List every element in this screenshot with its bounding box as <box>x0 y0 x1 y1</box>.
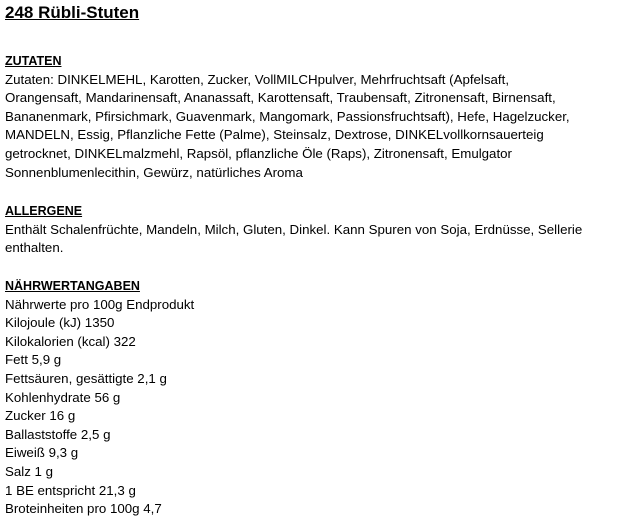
heading-zutaten: ZUTATEN <box>5 54 62 68</box>
naehrwert-row: Kilokalorien (kcal) 322 <box>5 333 136 349</box>
zutaten-line: Zutaten: DINKELMEHL, Karotten, Zucker, VollMILCHpulver, Mehrfruchtsaft (Apfelsaft, <box>5 71 510 87</box>
heading-allergene: ALLERGENE <box>5 204 83 218</box>
section-naehrwerte <box>5 277 615 519</box>
naehrwert-row: Nährwerte pro 100g Endprodukt <box>5 296 195 312</box>
heading-naehrwerte: NÄHRWERTANGABEN <box>5 279 140 293</box>
zutaten-line: Orangensaft, Mandarinensaft, Ananassaft, Karottensaft, Traubensaft, Zitronensaft, Birnensaft, <box>5 90 556 106</box>
zutaten-line: Bananenmark, Pfirsichmark, Guavenmark, Mangomark, Passionsfruchtsaft), Hefe, Hagelzucker, <box>5 108 570 124</box>
product-title: 248 Rübli-Stuten <box>5 3 140 22</box>
product-sheet <box>5 2 615 517</box>
naehrwert-row: Fettsäuren, gesättigte 2,1 g <box>5 370 167 386</box>
naehrwerte-list <box>5 296 615 519</box>
naehrwert-row: Fett 5,9 g <box>5 352 62 368</box>
naehrwert-row: Kilojoule (kJ) 1350 <box>5 315 115 331</box>
naehrwert-row: Broteinheiten pro 100g 4,7 <box>5 501 162 517</box>
section-zutaten <box>5 52 615 182</box>
zutaten-line: getrocknet, DINKELmalzmehl, Rapsöl, pflanzliche Öle (Raps), Zitronensaft, Emulgator <box>5 145 512 161</box>
allergene-line: Enthält Schalenfrüchte, Mandeln, Milch, Gluten, Dinkel. Kann Spuren von Soja, Erdnüsse, Sellerie <box>5 221 583 237</box>
zutaten-line: Sonnenblumenlecithin, Gewürz, natürliches Aroma <box>5 164 303 180</box>
naehrwert-row: 1 BE entspricht 21,3 g <box>5 482 136 498</box>
zutaten-text <box>5 71 615 183</box>
naehrwert-row: Zucker 16 g <box>5 408 76 424</box>
zutaten-line: MANDELN, Essig, Pflanzliche Fette (Palme), Steinsalz, Dextrose, DINKELvollkornsauerteig <box>5 127 544 143</box>
naehrwert-row: Ballaststoffe 2,5 g <box>5 426 111 442</box>
naehrwert-row: Salz 1 g <box>5 463 54 479</box>
allergene-line: enthalten. <box>5 240 64 256</box>
section-allergene <box>5 202 615 258</box>
naehrwert-row: Kohlenhydrate 56 g <box>5 389 121 405</box>
naehrwert-row: Eiweiß 9,3 g <box>5 445 79 461</box>
allergene-text <box>5 221 615 258</box>
